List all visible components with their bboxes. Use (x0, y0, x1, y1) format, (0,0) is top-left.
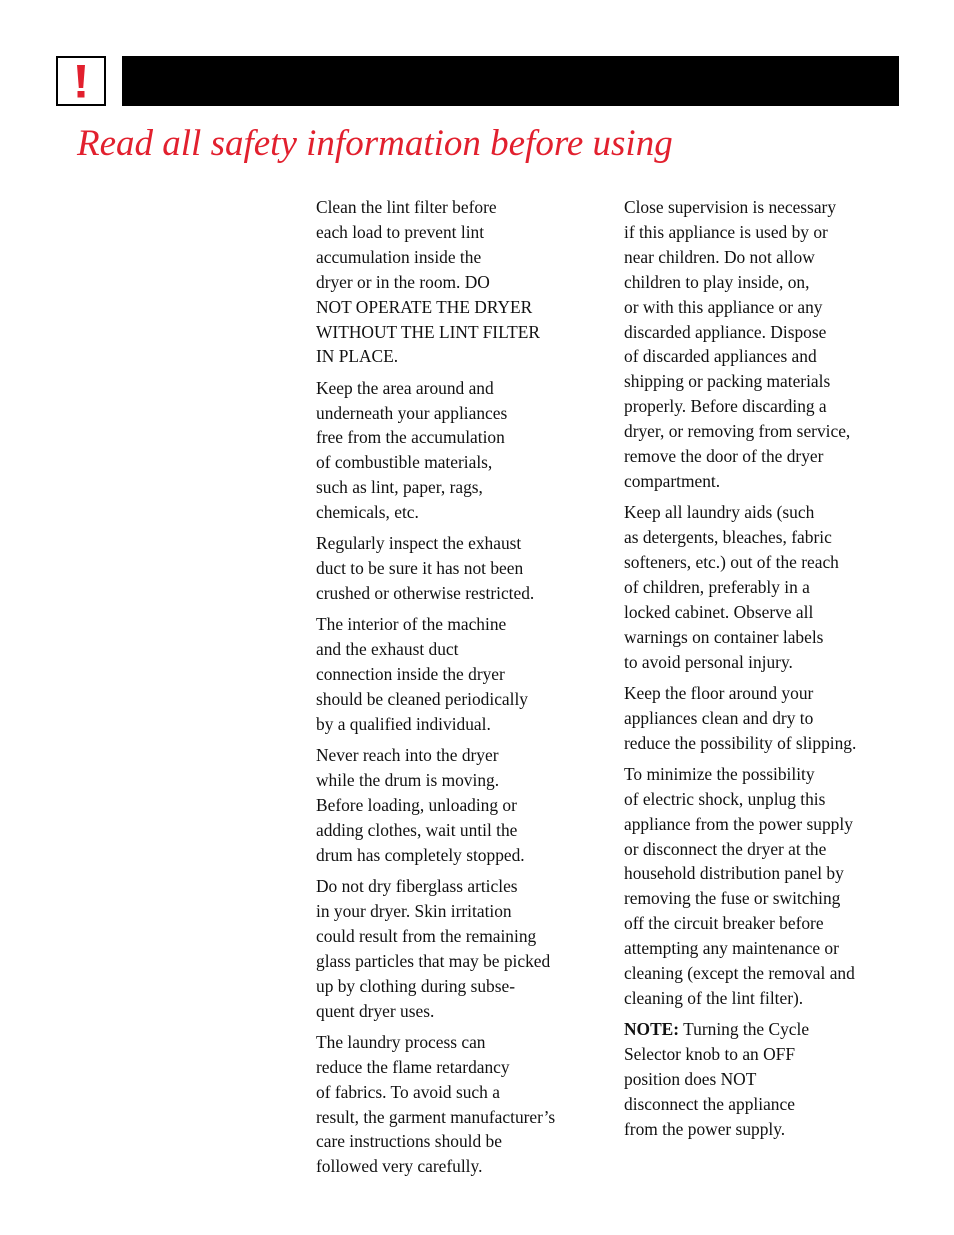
paragraph-line: each load to prevent lint (316, 221, 485, 242)
paragraph-line: underneath your appliances (316, 402, 508, 423)
paragraph-line: shipping or packing materials (624, 371, 831, 392)
paragraph-line: Before loading, unloading or (316, 795, 517, 816)
note-line: Selector knob to an OFF (624, 1044, 795, 1065)
page-title: Read all safety information before using (77, 123, 673, 164)
paragraph-line: accumulation inside the (316, 246, 482, 267)
paragraph-line: properly. Before discarding a (624, 396, 827, 417)
paragraph-line: cleaning of the lint filter). (624, 987, 804, 1008)
paragraph-line: locked cabinet. Observe all (624, 601, 814, 622)
safety-paragraph (624, 500, 924, 674)
paragraph-line: glass particles that may be picked (316, 950, 551, 971)
paragraph-line: if this appliance is used by or (624, 221, 828, 242)
paragraph-line: Regularly inspect the exhaust (316, 533, 522, 554)
safety-paragraph (316, 1030, 606, 1179)
paragraph-line: should be cleaned periodically (316, 689, 528, 710)
paragraph-line: softeners, etc.) out of the reach (624, 551, 839, 572)
safety-paragraph (316, 874, 606, 1023)
exclamation-icon (58, 58, 104, 104)
paragraph-line: crushed or otherwise restricted. (316, 583, 535, 604)
paragraph-line: To minimize the possibility (624, 763, 815, 784)
paragraph-line: attempting any maintenance or (624, 938, 839, 959)
paragraph-line: of electric shock, unplug this (624, 788, 826, 809)
paragraph-line: household distribution panel by (624, 863, 844, 884)
safety-paragraph (316, 743, 606, 868)
paragraph-line: reduce the possibility of slipping. (624, 732, 857, 753)
paragraph-line: cleaning (except the removal and (624, 963, 855, 984)
paragraph-line: appliance from the power supply (624, 813, 853, 834)
paragraph-line: IN PLACE. (316, 346, 399, 367)
paragraph-line: NOT OPERATE THE DRYER (316, 296, 533, 317)
paragraph-line: appliances clean and dry to (624, 707, 814, 728)
paragraph-line: drum has completely stopped. (316, 844, 525, 865)
paragraph-line: to avoid personal injury. (624, 651, 793, 672)
paragraph-line: as detergents, bleaches, fabric (624, 527, 832, 548)
paragraph-line: followed very carefully. (316, 1156, 483, 1177)
paragraph-line: connection inside the dryer (316, 664, 505, 685)
note-line: position does NOT (624, 1069, 757, 1089)
paragraph-line: free from the accumulation (316, 427, 505, 448)
paragraph-line: in your dryer. Skin irritation (316, 900, 512, 921)
paragraph-line: duct to be sure it has not been (316, 558, 524, 579)
paragraph-line: children to play inside, on, (624, 271, 810, 292)
note-line: from the power supply. (624, 1118, 786, 1139)
paragraph-line: result, the garment manufacturer’s (316, 1106, 556, 1127)
paragraph-line: Never reach into the dryer (316, 745, 499, 766)
paragraph-line: could result from the remaining (316, 925, 537, 946)
warning-badge (56, 56, 106, 106)
safety-column-right (624, 195, 924, 1148)
safety-paragraph (624, 762, 924, 1011)
safety-column-left (316, 195, 606, 1186)
paragraph-line: of combustible materials, (316, 452, 493, 473)
paragraph-line: reduce the flame retardancy (316, 1056, 510, 1077)
paragraph-line: care instructions should be (316, 1131, 502, 1152)
safety-paragraph (316, 376, 606, 525)
header-bar (122, 56, 899, 106)
paragraph-line: Clean the lint filter before (316, 197, 497, 217)
paragraph-line: Keep the area around and (316, 377, 494, 398)
paragraph-line: Close supervision is necessary (624, 197, 837, 217)
note-line: Turning the Cycle (683, 1019, 810, 1040)
paragraph-line: dryer, or removing from service, (624, 421, 851, 442)
paragraph-line: and the exhaust duct (316, 639, 459, 660)
paragraph-line: while the drum is moving. (316, 770, 500, 791)
paragraph-line: or disconnect the dryer at the (624, 838, 827, 859)
paragraph-line: near children. Do not allow (624, 246, 815, 267)
safety-paragraph (316, 612, 606, 737)
paragraph-line: Keep all laundry aids (such (624, 502, 815, 523)
paragraph-line: removing the fuse or switching (624, 888, 841, 909)
safety-paragraph (316, 531, 606, 606)
paragraph-line: Do not dry fiberglass articles (316, 876, 518, 897)
safety-paragraph (624, 681, 924, 756)
paragraph-line: off the circuit breaker before (624, 913, 824, 934)
paragraph-line: The laundry process can (316, 1031, 486, 1052)
note-line: disconnect the appliance (624, 1093, 795, 1114)
paragraph-line: such as lint, paper, rags, (316, 477, 483, 498)
note-paragraph (624, 1017, 924, 1142)
paragraph-line: dryer or in the room. DO (316, 271, 490, 292)
paragraph-line: adding clothes, wait until the (316, 819, 518, 840)
paragraph-line: chemicals, etc. (316, 502, 419, 523)
paragraph-line: or with this appliance or any (624, 296, 823, 317)
paragraph-line: quent dryer uses. (316, 1000, 435, 1021)
paragraph-line: by a qualified individual. (316, 714, 491, 735)
note-label: NOTE: (624, 1019, 680, 1040)
safety-paragraph (316, 195, 606, 369)
paragraph-line: compartment. (624, 470, 721, 491)
paragraph-line: WITHOUT THE LINT FILTER (316, 321, 540, 342)
paragraph-line: discarded appliance. Dispose (624, 321, 827, 342)
paragraph-line: of discarded appliances and (624, 346, 817, 367)
paragraph-line: warnings on container labels (624, 626, 824, 647)
paragraph-line: Keep the floor around your (624, 682, 814, 703)
paragraph-line: The interior of the machine (316, 614, 507, 635)
paragraph-line: up by clothing during subse- (316, 975, 516, 996)
paragraph-line: of children, preferably in a (624, 576, 810, 597)
paragraph-line: remove the door of the dryer (624, 446, 824, 467)
safety-paragraph (624, 195, 924, 494)
paragraph-line: of fabrics. To avoid such a (316, 1081, 500, 1102)
